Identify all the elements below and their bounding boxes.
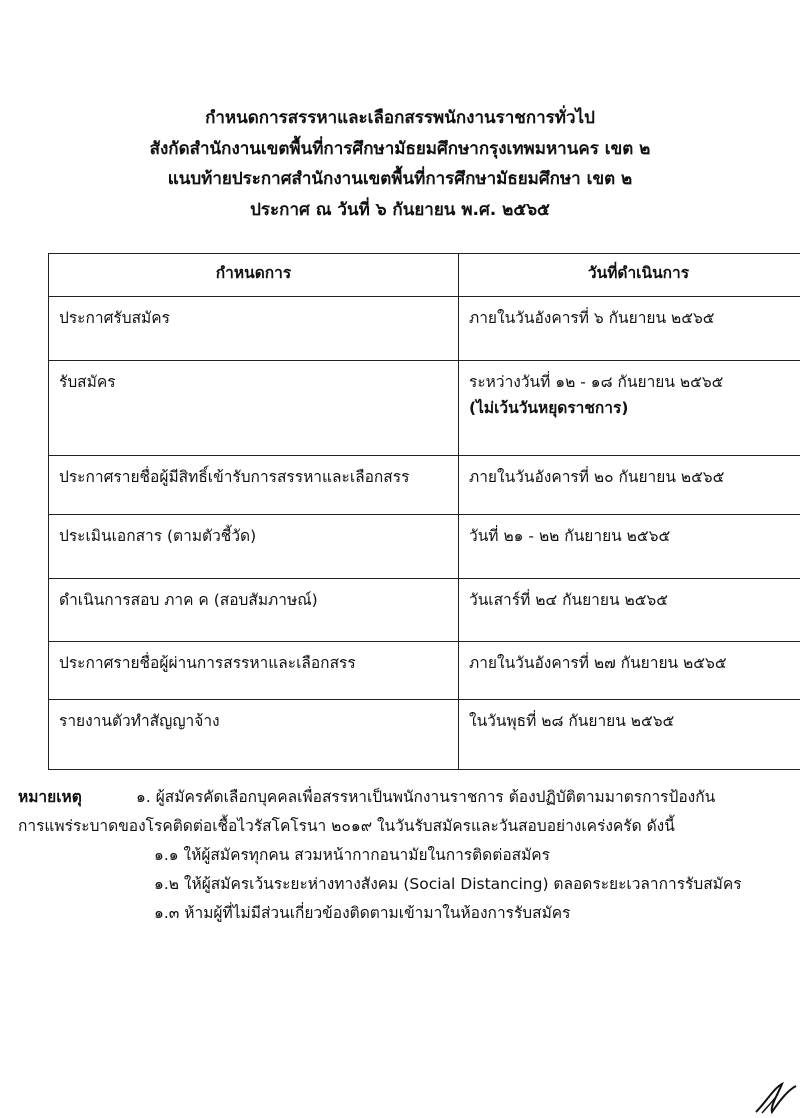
column-header-date: วันที่ดำเนินการ: [459, 254, 800, 297]
table-row: [49, 515, 800, 579]
column-header-schedule: กำหนดการ: [49, 254, 459, 297]
header-announce-date: ประกาศ ณ วันที่ ๖ กันยายน พ.ศ. ๒๕๖๕: [0, 195, 800, 226]
schedule-date-cell: [459, 361, 800, 456]
schedule-item: ประกาศรายชื่อผู้มีสิทธิ์เข้ารับการสรรหาและเลือกสรร: [49, 456, 459, 515]
table-row: [49, 297, 800, 361]
schedule-date: วันที่ ๒๑ - ๒๒ กันยายน ๒๕๖๕: [459, 515, 800, 579]
table-row: [49, 456, 800, 515]
schedule-item: รายงานตัวทำสัญญาจ้าง: [49, 700, 459, 770]
table-row: [49, 700, 800, 770]
schedule-item: ประเมินเอกสาร (ตามตัวชี้วัด): [49, 515, 459, 579]
schedule-date: ภายในวันอังคารที่ ๒๐ กันยายน ๒๕๖๕: [459, 456, 800, 515]
schedule-item: ประกาศรับสมัคร: [49, 297, 459, 361]
header-title: กำหนดการสรรหาและเลือกสรรพนักงานราชการทั่วไป: [0, 103, 800, 134]
schedule-date: วันเสาร์ที่ ๒๔ กันยายน ๒๕๖๕: [459, 579, 800, 642]
remark-item-1: ๑. ผู้สมัครคัดเลือกบุคคลเพื่อสรรหาเป็นพนักงานราชการ ต้องปฏิบัติตามมาตรการป้องกัน: [136, 788, 715, 806]
table-row: [49, 642, 800, 700]
remark-sub-3: ๑.๓ ห้ามผู้ที่ไม่มีส่วนเกี่ยวข้องติดตามเข้ามาในห้องการรับสมัคร: [18, 899, 788, 928]
header-affiliation: สังกัดสำนักงานเขตพื้นที่การศึกษามัธยมศึกษากรุงเทพมหานคร เขต ๒: [0, 134, 800, 165]
schedule-item: ดำเนินการสอบ ภาค ค (สอบสัมภาษณ์): [49, 579, 459, 642]
header-attachment: แนบท้ายประกาศสำนักงานเขตพื้นที่การศึกษามัธยมศึกษา เขต ๒: [0, 164, 800, 195]
remark-sub-2: ๑.๒ ให้ผู้สมัครเว้นระยะห่างทางสังคม (Social Distancing) ตลอดระยะเวลาการรับสมัคร: [18, 870, 788, 899]
schedule-item: รับสมัคร: [49, 361, 459, 456]
signature-mark: [752, 1080, 798, 1118]
remark-main: [18, 783, 788, 812]
schedule-date: ภายในวันอังคารที่ ๒๗ กันยายน ๒๕๖๕: [459, 642, 800, 700]
signature-scribble: [752, 1080, 798, 1114]
schedule-date-note: (ไม่เว้นวันหยุดราชการ): [469, 395, 800, 421]
schedule-date: ภายในวันอังคารที่ ๖ กันยายน ๒๕๖๕: [459, 297, 800, 361]
remarks-section: [18, 783, 788, 928]
remark-item-1-continued: การแพร่ระบาดของโรคติดต่อเชื้อไวรัสโคโรนา ๒๐๑๙ ในวันรับสมัครและวันสอบอย่างเคร่งครัด ดังนี้: [18, 812, 788, 841]
schedule-table: [48, 253, 800, 770]
document-header: [0, 103, 800, 225]
table-header-row: [49, 254, 800, 297]
schedule-date: ระหว่างวันที่ ๑๒ - ๑๘ กันยายน ๒๕๖๕: [469, 369, 800, 395]
schedule-date: ในวันพุธที่ ๒๘ กันยายน ๒๕๖๕: [459, 700, 800, 770]
table-row: [49, 361, 800, 456]
table-row: [49, 579, 800, 642]
schedule-item: ประกาศรายชื่อผู้ผ่านการสรรหาและเลือกสรร: [49, 642, 459, 700]
remark-label: หมายเหตุ: [18, 783, 136, 812]
remark-sub-1: ๑.๑ ให้ผู้สมัครทุกคน สวมหน้ากากอนามัยในการติดต่อสมัคร: [18, 841, 788, 870]
